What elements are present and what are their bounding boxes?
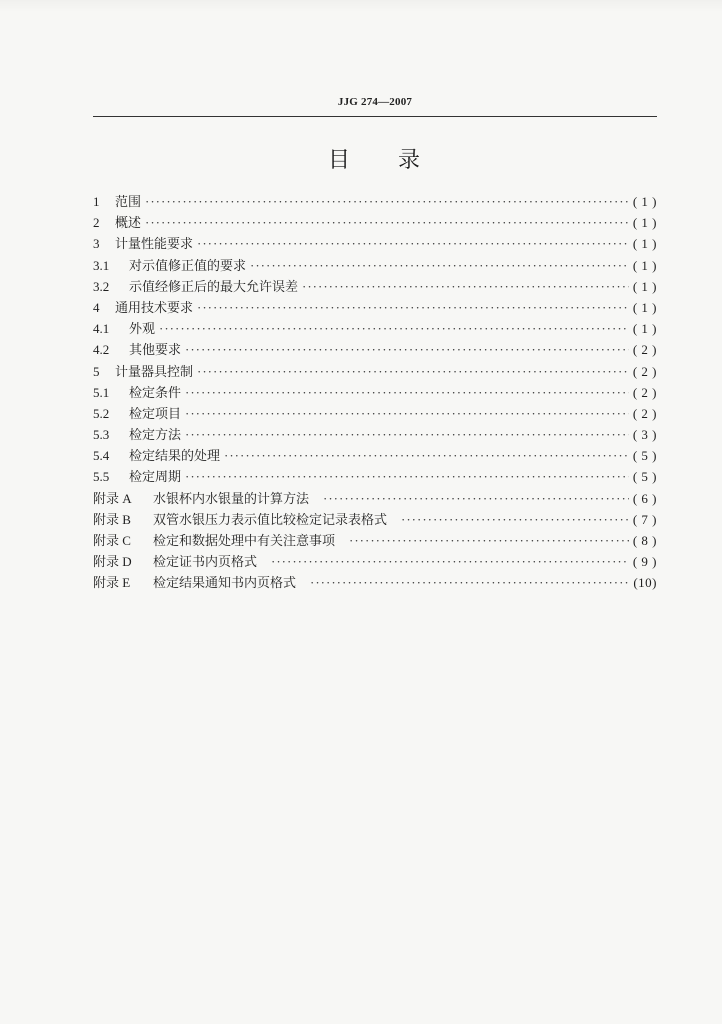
- toc-entry-page: ( 1 ): [632, 236, 657, 252]
- table-of-contents: [93, 191, 657, 594]
- dot-leader: [159, 318, 629, 339]
- toc-entry-title: 水银杯内水银量的计算方法: [153, 491, 310, 507]
- dot-leader: [185, 466, 629, 487]
- title-char-2: 录: [398, 148, 423, 173]
- toc-entry-title: 检定证书内页格式: [153, 555, 258, 571]
- toc-entry[interactable]: [93, 297, 657, 318]
- toc-entry[interactable]: [93, 382, 657, 403]
- toc-entry-number: 3: [93, 236, 100, 252]
- toc-entry-page: ( 2 ): [632, 384, 657, 400]
- toc-entry-page: ( 2 ): [632, 405, 657, 421]
- dot-leader: [323, 488, 629, 509]
- toc-entry-title: 通用技术要求: [115, 300, 194, 316]
- toc-entry-page: ( 1 ): [632, 194, 657, 209]
- toc-entry-title: 概述: [115, 216, 142, 232]
- toc-entry-page: ( 8 ): [632, 533, 657, 548]
- toc-entry-number: 5.1: [93, 384, 110, 400]
- toc-entry-page: ( 5 ): [632, 448, 657, 464]
- toc-entry-title: 检定结果通知书内页格式: [153, 576, 297, 592]
- toc-entry-page: ( 9 ): [632, 554, 657, 570]
- dot-leader: [185, 403, 629, 424]
- toc-entry[interactable]: [93, 466, 657, 487]
- toc-entry-number: 5.4: [93, 448, 110, 464]
- dot-leader: [349, 530, 629, 551]
- toc-entry[interactable]: [93, 276, 657, 297]
- dot-leader: [250, 255, 629, 276]
- toc-entry-number: 4.2: [93, 342, 110, 358]
- dot-leader: [310, 572, 629, 593]
- toc-entry-number: 5.5: [93, 469, 110, 485]
- toc-entry[interactable]: [93, 530, 657, 551]
- toc-entry[interactable]: [93, 445, 657, 466]
- dot-leader: [197, 297, 629, 318]
- dot-leader: [197, 233, 629, 254]
- dot-leader: [185, 424, 629, 445]
- toc-entry-number: 附录 C: [93, 533, 131, 548]
- dot-leader: [271, 551, 629, 572]
- toc-entry[interactable]: [93, 572, 657, 593]
- toc-entry-title: 检定方法: [129, 428, 182, 444]
- toc-entry-title: 双管水银压力表示值比较检定记录表格式: [153, 512, 388, 528]
- toc-entry-number: 附录 A: [93, 490, 132, 506]
- toc-entry-number: 5.3: [93, 427, 110, 443]
- toc-entry-number: 4: [93, 299, 100, 315]
- toc-entry-number: 4.1: [93, 321, 110, 337]
- toc-entry-page: ( 2 ): [632, 363, 657, 379]
- toc-entry-page: ( 7 ): [632, 511, 657, 527]
- toc-entry-title: 其他要求: [129, 343, 182, 359]
- toc-entry[interactable]: [93, 488, 657, 509]
- dot-leader: [224, 445, 629, 466]
- dot-leader: [197, 361, 629, 382]
- title-char-1: 目: [327, 148, 352, 173]
- toc-entry-number: 3.1: [93, 257, 110, 273]
- toc-entry[interactable]: [93, 361, 657, 382]
- toc-entry-number: 3.2: [93, 278, 110, 294]
- dot-leader: [401, 509, 629, 530]
- toc-entry[interactable]: [93, 424, 657, 445]
- toc-entry-page: ( 1 ): [632, 278, 657, 294]
- toc-entry[interactable]: [93, 191, 657, 212]
- dot-leader: [185, 382, 629, 403]
- toc-entry-number: 5: [93, 363, 100, 379]
- toc-entry-page: ( 1 ): [632, 215, 657, 231]
- toc-entry-page: ( 1 ): [632, 257, 657, 273]
- toc-entry-page: ( 6 ): [632, 490, 657, 506]
- dot-leader: [145, 212, 629, 233]
- toc-entry-number: 附录 E: [93, 575, 131, 591]
- toc-entry[interactable]: [93, 212, 657, 233]
- document-code-header: JJG 274—2007: [337, 96, 413, 108]
- toc-entry[interactable]: [93, 233, 657, 254]
- dot-leader: [302, 276, 629, 297]
- toc-entry-number: 2: [93, 215, 100, 231]
- toc-entry-number: 5.2: [93, 405, 110, 421]
- toc-entry-page: (10): [633, 575, 657, 591]
- header-divider: [93, 116, 657, 117]
- toc-entry-page: ( 3 ): [632, 427, 657, 443]
- dot-leader: [185, 339, 629, 360]
- toc-entry-title: 检定周期: [129, 470, 182, 486]
- toc-entry[interactable]: [93, 318, 657, 339]
- toc-entry[interactable]: [93, 339, 657, 360]
- toc-entry-title: 检定项目: [129, 406, 182, 422]
- toc-entry[interactable]: [93, 509, 657, 530]
- toc-entry-page: ( 1 ): [632, 299, 657, 315]
- toc-entry-title: 检定结果的处理: [129, 449, 221, 465]
- toc-entry-page: ( 1 ): [632, 321, 657, 337]
- toc-entry-title: 计量性能要求: [115, 237, 194, 253]
- toc-entry-number: 1: [93, 194, 100, 209]
- page-title: [93, 143, 657, 174]
- toc-entry-page: ( 2 ): [632, 342, 657, 358]
- toc-entry-number: 附录 D: [93, 554, 132, 570]
- toc-entry-title: 外观: [129, 322, 156, 338]
- toc-entry-title: 检定条件: [129, 385, 182, 401]
- toc-entry-title: 示值经修正后的最大允许误差: [129, 279, 299, 295]
- toc-entry-title: 范围: [115, 195, 142, 210]
- toc-entry-title: 检定和数据处理中有关注意事项: [153, 534, 336, 549]
- toc-entry-number: 附录 B: [93, 511, 131, 527]
- toc-entry-title: 对示值修正值的要求: [129, 258, 247, 274]
- toc-entry[interactable]: [93, 551, 657, 572]
- toc-entry[interactable]: [93, 403, 657, 424]
- dot-leader: [145, 191, 629, 212]
- toc-entry-page: ( 5 ): [632, 469, 657, 485]
- toc-entry-title: 计量器具控制: [115, 364, 194, 380]
- toc-entry[interactable]: [93, 255, 657, 276]
